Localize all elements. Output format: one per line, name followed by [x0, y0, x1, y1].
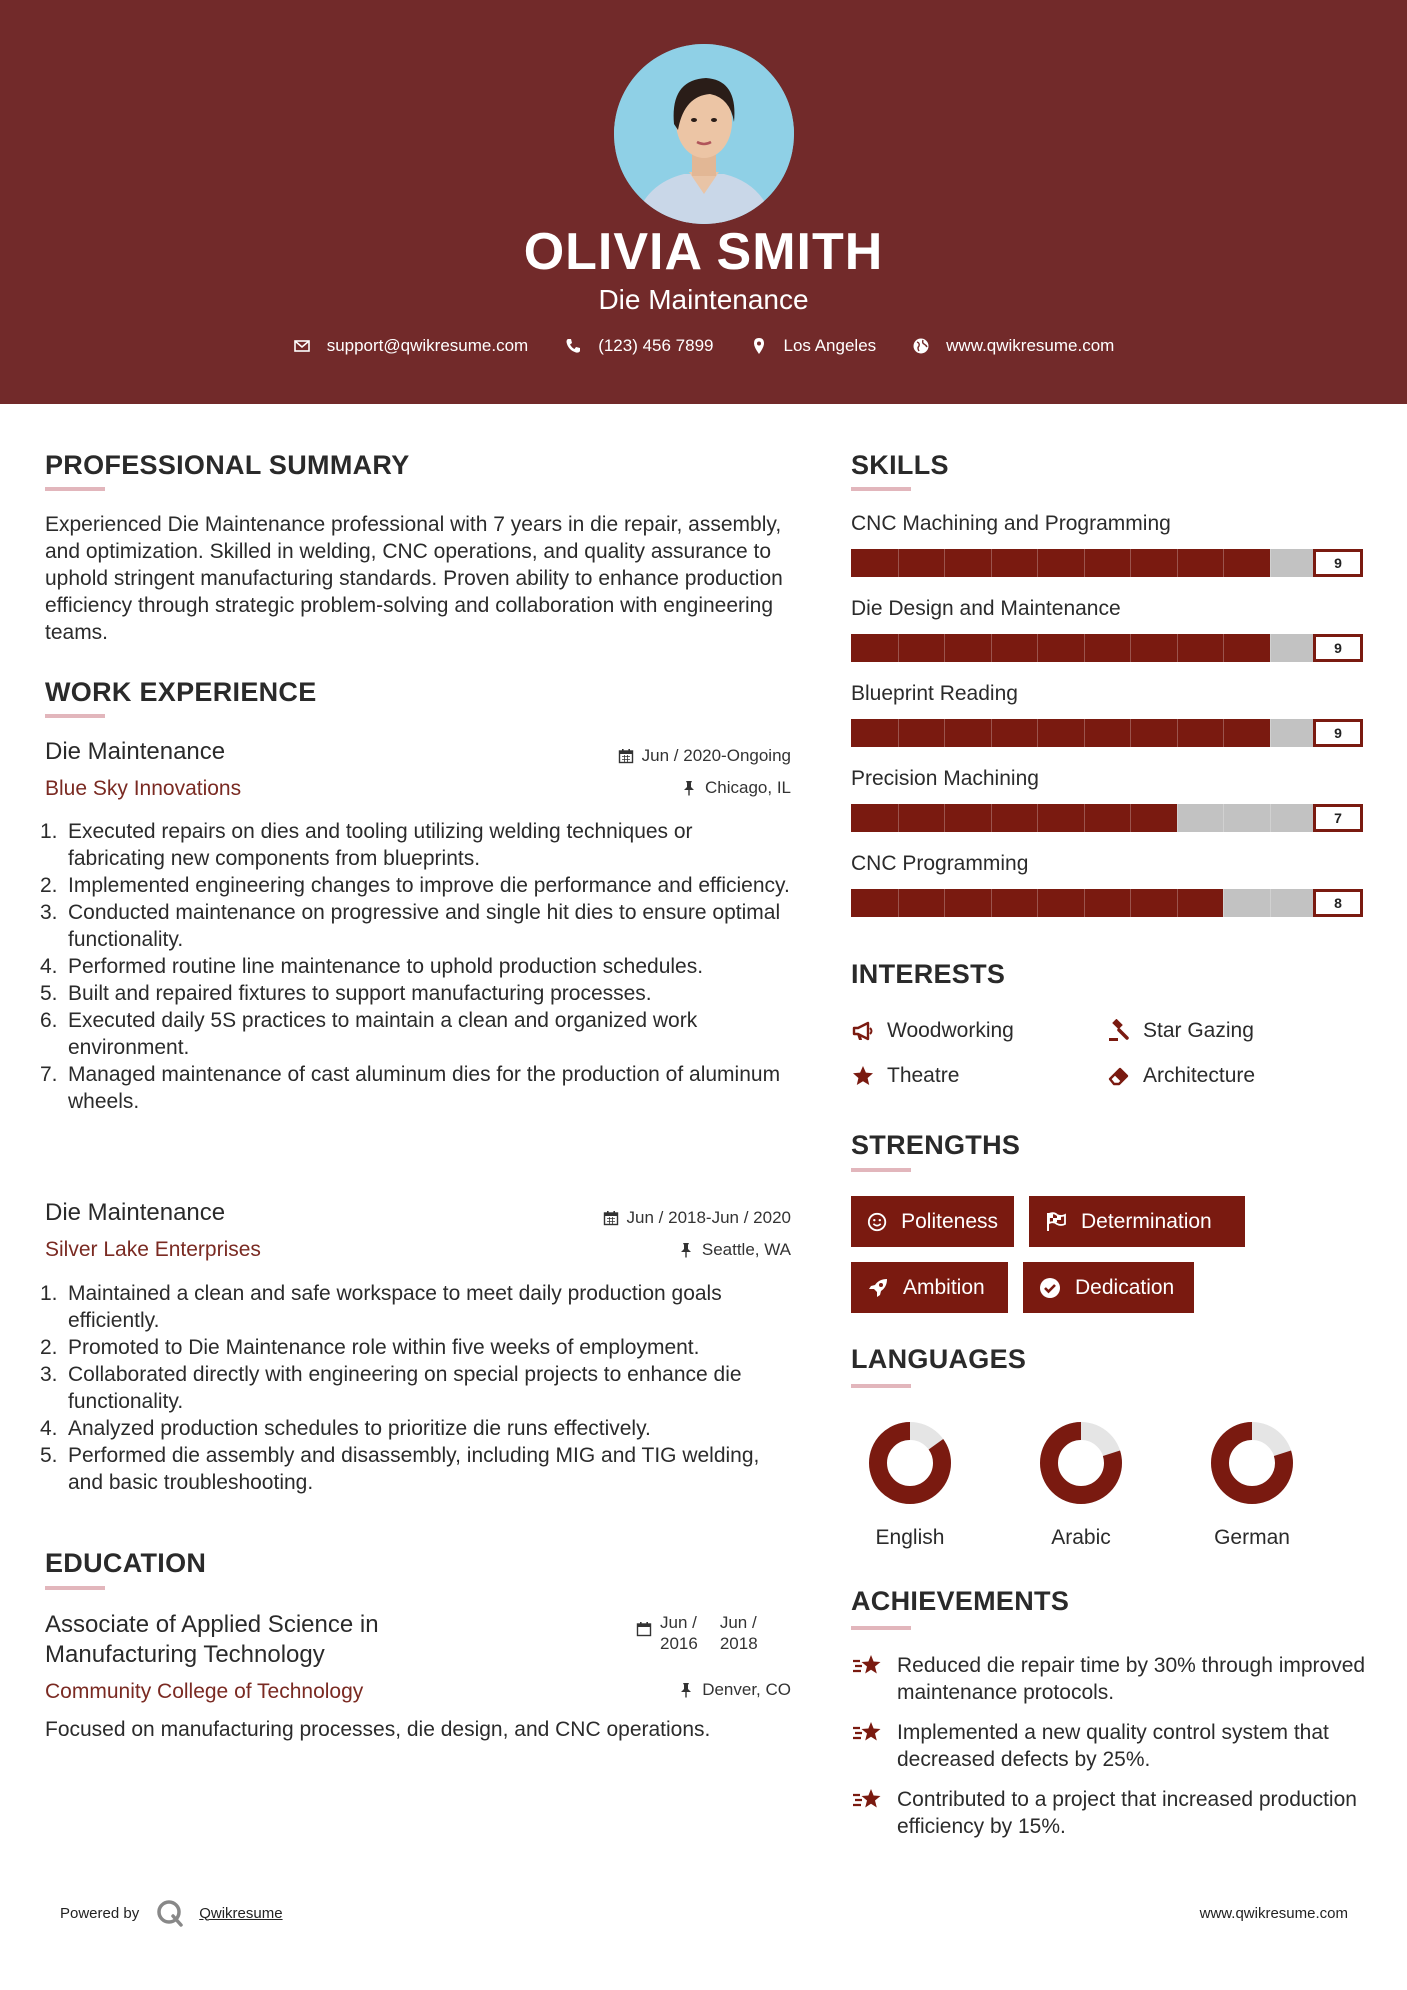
skill-level-fill — [851, 549, 1270, 577]
skill-segment-divider — [944, 804, 945, 832]
languages-heading: LANGUAGES — [851, 1344, 1027, 1374]
map-marker-icon — [750, 337, 768, 355]
interest-item: Woodworking — [851, 1019, 1014, 1043]
strength-tag: Ambition — [851, 1262, 1008, 1313]
skill-segment-divider — [1084, 634, 1085, 662]
skill-segment-divider — [1177, 634, 1178, 662]
education-end-date: Jun / 2018 — [719, 1613, 758, 1653]
skill-segment-divider — [1084, 804, 1085, 832]
skill-segment-divider — [991, 889, 992, 917]
achievement-star-icon — [851, 1786, 885, 1816]
list-item: 2. Promoted to Die Maintenance role within five weeks of employment. — [40, 1336, 700, 1359]
interests-heading: INTERESTS — [851, 959, 1006, 989]
skill-segment-divider — [1037, 889, 1038, 917]
skill-segment-divider — [898, 804, 899, 832]
achievement-item: Implemented a new quality control system that decreased defects by 25%. — [851, 1719, 1371, 1773]
check-circle-icon — [1039, 1277, 1061, 1299]
list-item: 4. Performed routine line maintenance to uphold production schedules. — [40, 955, 704, 978]
resume-header — [0, 0, 1407, 404]
contact-phone[interactable] — [564, 336, 713, 356]
degree-title-line-1: Associate of Applied Science in — [45, 1611, 379, 1638]
smile-icon — [867, 1211, 887, 1233]
skill-score: 9 — [1313, 634, 1363, 662]
language-donut — [1207, 1418, 1297, 1508]
skill-level-bar — [851, 889, 1363, 917]
job-dates — [480, 746, 791, 766]
job-company: Blue Sky Innovations — [45, 777, 242, 800]
achievement-item: Contributed to a project that increased production efficiency by 15%. — [851, 1786, 1371, 1840]
star-icon — [851, 1064, 875, 1088]
contact-location — [750, 336, 877, 356]
skills-heading: SKILLS — [851, 450, 949, 480]
language-item — [855, 1418, 965, 1550]
interest-item: Theatre — [851, 1064, 959, 1088]
skill-segment-divider — [1223, 889, 1224, 917]
flag-icon — [1045, 1211, 1067, 1233]
achievement-item: Reduced die repair time by 30% through improved maintenance protocols. — [851, 1652, 1371, 1706]
languages-heading-underline — [851, 1384, 911, 1388]
skills-heading-underline — [851, 487, 911, 491]
profile-photo-illustration — [614, 44, 794, 224]
skill-segment-divider — [1177, 549, 1178, 577]
achievement-star-icon — [851, 1652, 885, 1682]
skill-segment-divider — [1270, 804, 1271, 832]
achievements-heading: ACHIEVEMENTS — [851, 1586, 1070, 1616]
interest-item: Star Gazing — [1107, 1019, 1254, 1043]
summary-heading-underline — [45, 487, 105, 491]
candidate-role: Die Maintenance — [598, 284, 809, 315]
eraser-icon — [1107, 1064, 1131, 1088]
job-title: Die Maintenance — [45, 1199, 226, 1226]
achievements-heading-underline — [851, 1626, 911, 1630]
footer-powered-by — [60, 1898, 283, 1928]
skill-segment-divider — [898, 889, 899, 917]
education-start-date: Jun / 2016 — [660, 1613, 698, 1653]
skill-segment-divider — [1084, 719, 1085, 747]
job-company: Silver Lake Enterprises — [45, 1238, 261, 1261]
strength-tag: Politeness — [851, 1196, 1014, 1247]
strengths-heading: STRENGTHS — [851, 1130, 1021, 1160]
contact-bar — [0, 336, 1407, 356]
experience-heading: WORK EXPERIENCE — [45, 677, 317, 707]
language-donut — [865, 1418, 955, 1508]
skill-segment-divider — [1177, 719, 1178, 747]
skill-level-bar — [851, 634, 1363, 662]
skill-segment-divider — [944, 634, 945, 662]
skill-segment-divider — [1270, 634, 1271, 662]
skill-segment-divider — [1223, 549, 1224, 577]
summary-heading: PROFESSIONAL SUMMARY — [45, 450, 410, 480]
qwikresume-logo-icon — [155, 1898, 185, 1928]
job-dates-text: Jun / 2020-Ongoing — [641, 746, 791, 765]
skill-name: CNC Machining and Programming — [851, 512, 1171, 535]
contact-phone-text: (123) 456 7899 — [598, 336, 714, 355]
job-location — [480, 1240, 791, 1260]
megaphone-icon — [851, 1019, 875, 1043]
skill-score: 8 — [1313, 889, 1363, 917]
language-name: German — [1214, 1526, 1290, 1549]
list-item: 3. Conducted maintenance on progressive and single hit dies to ensure optimal functionality. — [40, 901, 781, 951]
job-location — [480, 778, 791, 798]
language-name: English — [875, 1526, 945, 1549]
skill-segment-divider — [1270, 719, 1271, 747]
pushpin-icon — [681, 780, 697, 796]
job-dates-text: Jun / 2018-Jun / 2020 — [626, 1208, 791, 1227]
skill-name: CNC Programming — [851, 852, 1029, 875]
list-item: 1. Executed repairs on dies and tooling utilizing welding techniques or fabricating new components from blueprints. — [40, 820, 693, 870]
skill-segment-divider — [1270, 549, 1271, 577]
list-item: 3. Collaborated directly with engineering on special projects to enhance die functionality. — [40, 1363, 742, 1413]
list-item: 2. Implemented engineering changes to improve die performance and efficiency. — [40, 874, 790, 897]
skill-segment-divider — [991, 549, 992, 577]
list-item: 7. Managed maintenance of cast aluminum dies for the production of aluminum wheels. — [40, 1063, 781, 1113]
skill-segment-divider — [1177, 804, 1178, 832]
envelope-icon — [293, 337, 311, 355]
skill-segment-divider — [1130, 889, 1131, 917]
skill-score: 9 — [1313, 549, 1363, 577]
footer-website[interactable]: www.qwikresume.com — [1199, 1905, 1348, 1922]
profile-photo — [614, 44, 794, 224]
powered-by-text: Powered by — [60, 1904, 140, 1922]
skill-segment-divider — [1037, 549, 1038, 577]
skill-score: 9 — [1313, 719, 1363, 747]
skill-segment-divider — [1037, 719, 1038, 747]
education-heading: EDUCATION — [45, 1548, 207, 1578]
skill-segment-divider — [1223, 719, 1224, 747]
skill-segment-divider — [1130, 634, 1131, 662]
contact-location-text: Los Angeles — [783, 336, 877, 355]
skill-segment-divider — [1223, 804, 1224, 832]
list-item: 1. Maintained a clean and safe workspace to meet daily production goals efficiently. — [40, 1282, 722, 1332]
skill-segment-divider — [944, 889, 945, 917]
skill-segment-divider — [991, 719, 992, 747]
candidate-name: OLIVIA SMITH — [523, 223, 884, 281]
achievement-star-icon — [851, 1719, 885, 1749]
skill-segment-divider — [1084, 889, 1085, 917]
skill-score: 7 — [1313, 804, 1363, 832]
job-dates — [480, 1208, 791, 1228]
interest-item: Architecture — [1107, 1064, 1255, 1088]
job-location-text: Seattle, WA — [701, 1240, 791, 1259]
language-item — [1026, 1418, 1136, 1550]
experience-heading-underline — [45, 714, 105, 718]
strength-tag: Dedication — [1023, 1262, 1194, 1313]
strength-tag: Determination — [1029, 1196, 1245, 1247]
skill-segment-divider — [944, 549, 945, 577]
skill-segment-divider — [898, 634, 899, 662]
language-item — [1197, 1418, 1307, 1550]
qwikresume-link[interactable]: Qwikresume — [199, 1904, 283, 1922]
language-donut — [1036, 1418, 1126, 1508]
skill-level-fill — [851, 719, 1270, 747]
calendar-icon — [636, 1621, 652, 1637]
skill-segment-divider — [1223, 634, 1224, 662]
contact-website-text: www.qwikresume.com — [946, 336, 1115, 355]
job-bullet-list — [40, 1280, 792, 1496]
gavel-icon — [1107, 1019, 1131, 1043]
skill-name: Blueprint Reading — [851, 682, 1018, 705]
job-title: Die Maintenance — [45, 738, 226, 765]
calendar-icon — [618, 748, 634, 764]
skill-segment-divider — [1037, 634, 1038, 662]
language-name: Arabic — [1051, 1526, 1111, 1549]
skill-segment-divider — [1037, 804, 1038, 832]
list-item: 4. Analyzed production schedules to prioritize die runs effectively. — [40, 1417, 651, 1440]
contact-email-text: support@qwikresume.com — [326, 336, 529, 355]
skill-level-bar — [851, 719, 1363, 747]
degree-title-line-2: Manufacturing Technology — [45, 1641, 325, 1668]
skill-segment-divider — [1177, 889, 1178, 917]
pushpin-icon — [678, 1242, 694, 1258]
school-name: Community College of Technology — [45, 1680, 364, 1703]
skill-segment-divider — [898, 719, 899, 747]
list-item: 5. Performed die assembly and disassembly, including MIG and TIG welding, and basic troubleshooting. — [40, 1444, 760, 1494]
job-location-text: Chicago, IL — [705, 778, 791, 797]
summary-text: Experienced Die Maintenance professional with 7 years in die repair, assembly, and optimization. Skilled in welding, CNC operations, and quality assurance to uphold stringent manufacturing standards. Proven ability to enhance production efficiency through strategic problem-solving and collaboration with engineering teams. — [45, 513, 783, 644]
skill-segment-divider — [944, 719, 945, 747]
phone-icon — [564, 337, 582, 355]
skill-segment-divider — [991, 804, 992, 832]
contact-website[interactable] — [912, 336, 1114, 356]
skill-segment-divider — [991, 634, 992, 662]
contact-email[interactable] — [293, 336, 529, 356]
skill-segment-divider — [1130, 804, 1131, 832]
education-location — [480, 1680, 791, 1700]
skill-segment-divider — [1270, 889, 1271, 917]
calendar-icon — [603, 1210, 619, 1226]
skill-segment-divider — [1130, 719, 1131, 747]
globe-icon — [912, 337, 930, 355]
skill-level-bar — [851, 549, 1363, 577]
education-heading-underline — [45, 1586, 105, 1590]
list-item: 6. Executed daily 5S practices to maintain a clean and organized work environment. — [40, 1009, 698, 1059]
pushpin-icon — [678, 1682, 694, 1698]
education-location-text: Denver, CO — [702, 1680, 791, 1699]
skill-name: Precision Machining — [851, 767, 1039, 790]
skill-name: Die Design and Maintenance — [851, 597, 1121, 620]
education-dates — [636, 1612, 758, 1654]
job-bullet-list — [40, 818, 792, 1115]
skill-level-bar — [851, 804, 1363, 832]
skill-segment-divider — [1130, 549, 1131, 577]
skill-segment-divider — [1084, 549, 1085, 577]
skill-segment-divider — [898, 549, 899, 577]
rocket-icon — [867, 1277, 889, 1299]
strengths-heading-underline — [851, 1168, 911, 1172]
list-item: 5. Built and repaired fixtures to support manufacturing processes. — [40, 982, 652, 1005]
degree-title — [45, 1610, 379, 1670]
education-description: Focused on manufacturing processes, die design, and CNC operations. — [45, 1718, 711, 1741]
skill-level-fill — [851, 634, 1270, 662]
skill-level-fill — [851, 804, 1177, 832]
